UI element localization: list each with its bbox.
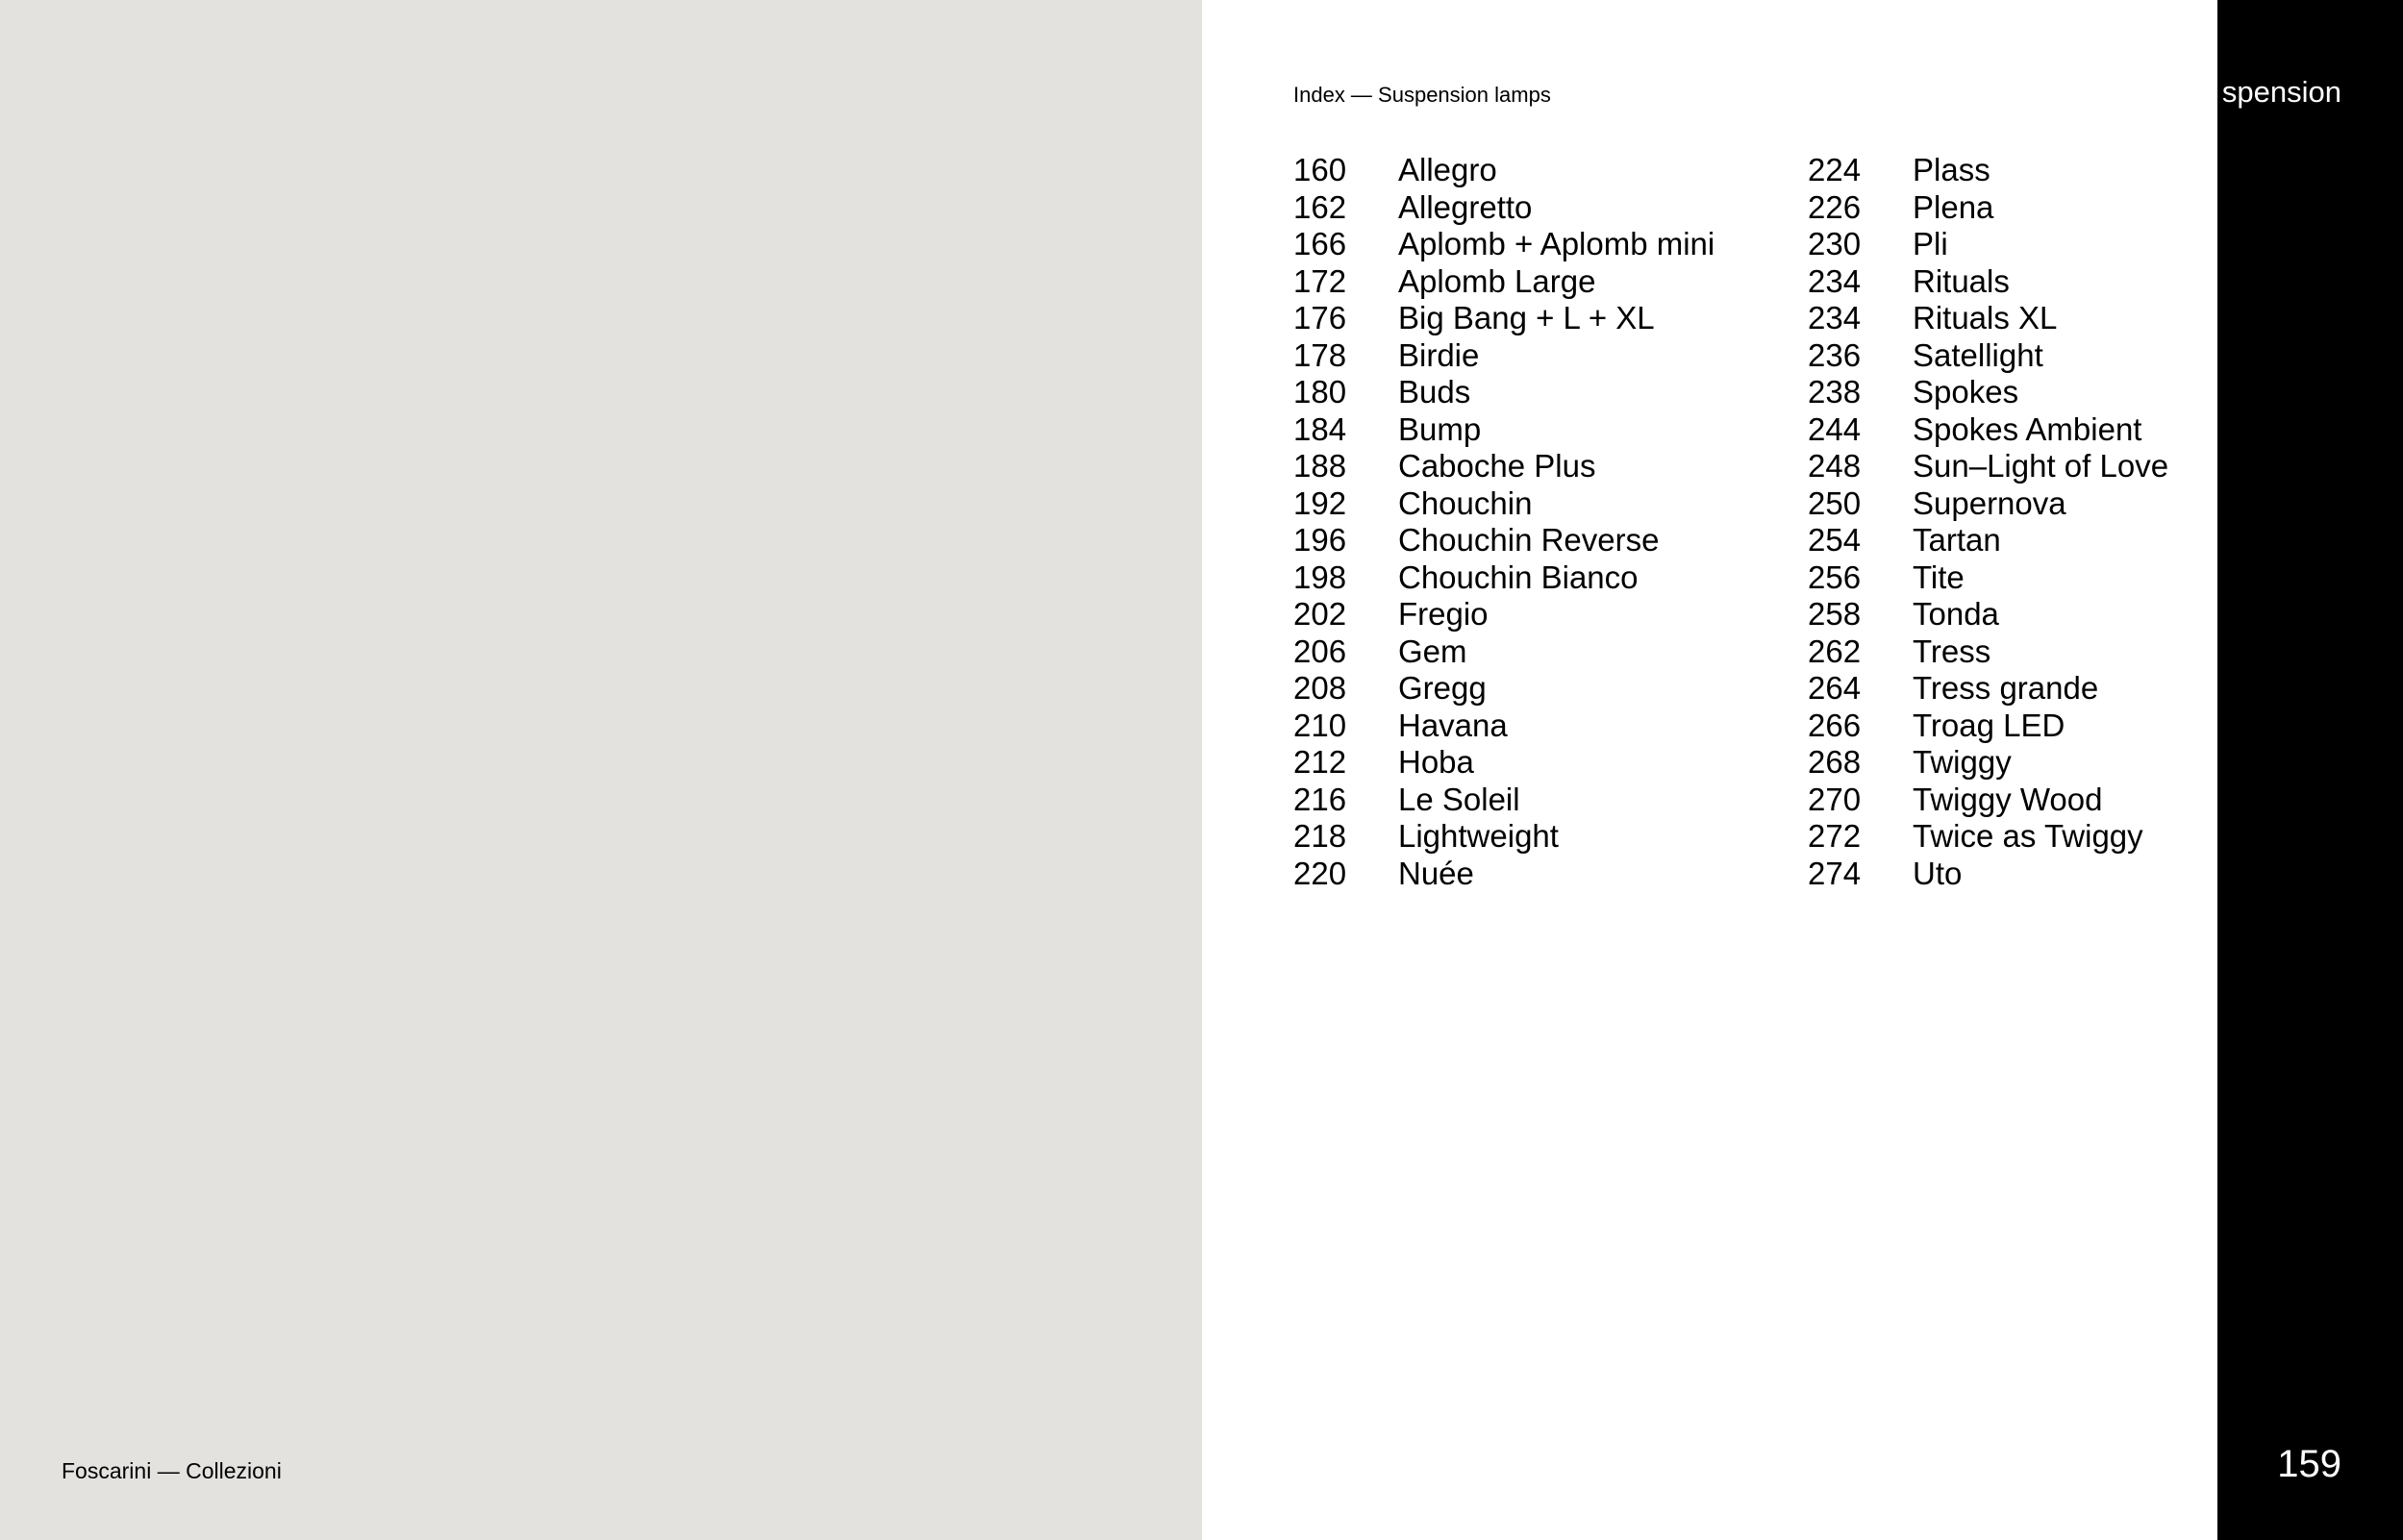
index-page-number: 176 xyxy=(1293,300,1347,335)
index-page-number: 236 xyxy=(1808,336,1862,373)
index-lamp-name: Plena xyxy=(1913,188,1994,225)
index-entry xyxy=(1293,522,1715,559)
section-tab: spension xyxy=(2221,75,2341,109)
index-lamp-name: Troag LED xyxy=(1913,707,2065,743)
index-lamp-name: Rituals XL xyxy=(1913,300,2058,335)
index-lamp-name: Birdie xyxy=(1398,336,1480,373)
index-entry xyxy=(1808,596,2168,633)
index-page-number: 258 xyxy=(1808,596,1862,632)
index-page-number: 272 xyxy=(1808,818,1862,854)
index-page-number: 192 xyxy=(1293,484,1347,521)
index-entry xyxy=(1808,411,2168,449)
index-entry xyxy=(1808,189,2168,227)
index-entry xyxy=(1293,670,1715,708)
index-entry xyxy=(1808,856,2168,893)
index-lamp-name: Tress xyxy=(1913,633,1991,669)
index-lamp-name: Allegro xyxy=(1398,152,1497,187)
index-page-number: 230 xyxy=(1808,226,1862,261)
index-entry xyxy=(1808,559,2168,597)
index-page-number: 248 xyxy=(1808,448,1862,484)
index-page-number: 234 xyxy=(1808,262,1862,299)
index-page-number: 268 xyxy=(1808,744,1862,780)
index-lamp-name: Caboche Plus xyxy=(1398,448,1596,484)
index-page-number: 180 xyxy=(1293,374,1347,410)
index-lamp-name: Spokes Ambient xyxy=(1913,410,2142,447)
index-lamp-name: Tite xyxy=(1913,559,1965,595)
index-page-number: 166 xyxy=(1293,226,1347,261)
index-lamp-name: Tonda xyxy=(1913,596,1999,632)
index-page-number: 218 xyxy=(1293,818,1347,854)
index-page-number: 160 xyxy=(1293,152,1347,187)
index-lamp-name: Aplomb + Aplomb mini xyxy=(1398,226,1715,261)
page-title: Index — Suspension lamps xyxy=(1293,83,1551,107)
index-page-number: 202 xyxy=(1293,596,1347,632)
index-page-number: 172 xyxy=(1293,262,1347,299)
index-entry xyxy=(1293,818,1715,856)
index-column-right xyxy=(1808,152,2168,892)
index-lamp-name: Plass xyxy=(1913,152,1990,187)
page-number: 159 xyxy=(2277,1443,2341,1485)
index-page-number: 184 xyxy=(1293,410,1347,447)
index-page-number: 196 xyxy=(1293,522,1347,558)
index-page-number: 210 xyxy=(1293,707,1347,743)
index-lamp-name: Chouchin Reverse xyxy=(1398,522,1660,558)
index-entry xyxy=(1808,337,2168,375)
index-page-number: 226 xyxy=(1808,188,1862,225)
index-lamp-name: Uto xyxy=(1913,855,1963,891)
index-page-number: 238 xyxy=(1808,374,1862,410)
index-entry xyxy=(1293,596,1715,633)
index-entry xyxy=(1293,226,1715,263)
index-lamp-name: Le Soleil xyxy=(1398,781,1520,817)
index-entry xyxy=(1293,485,1715,523)
index-lamp-name: Twice as Twiggy xyxy=(1913,818,2143,854)
index-entry xyxy=(1293,374,1715,411)
index-entry xyxy=(1808,744,2168,782)
index-entry xyxy=(1808,374,2168,411)
index-entry xyxy=(1293,448,1715,485)
index-page-number: 224 xyxy=(1808,152,1862,187)
index-page-number: 208 xyxy=(1293,670,1347,706)
index-lamp-name: Twiggy xyxy=(1913,744,2012,780)
index-entry xyxy=(1293,300,1715,337)
index-entry xyxy=(1293,411,1715,449)
index-lamp-name: Gem xyxy=(1398,633,1467,669)
index-entry xyxy=(1808,300,2168,337)
index-lamp-name: Aplomb Large xyxy=(1398,262,1596,299)
index-column-left xyxy=(1293,152,1715,892)
index-page-number: 250 xyxy=(1808,484,1862,521)
index-lamp-name: Havana xyxy=(1398,707,1508,743)
index-lamp-name: Buds xyxy=(1398,374,1471,410)
index-page-number: 266 xyxy=(1808,707,1862,743)
index-page-number: 220 xyxy=(1293,855,1347,891)
index-lamp-name: Sun–Light of Love xyxy=(1913,448,2169,484)
index-entry xyxy=(1293,782,1715,819)
index-entry xyxy=(1808,633,2168,671)
index-page-number: 216 xyxy=(1293,781,1347,817)
index-entry xyxy=(1808,782,2168,819)
index-entry xyxy=(1808,152,2168,189)
index-page-number: 244 xyxy=(1808,410,1862,447)
index-entry xyxy=(1293,152,1715,189)
index-page-number: 274 xyxy=(1808,855,1862,891)
index-lamp-name: Chouchin xyxy=(1398,484,1533,521)
index-lamp-name: Bump xyxy=(1398,410,1482,447)
index-entry xyxy=(1293,633,1715,671)
index-lamp-name: Twiggy Wood xyxy=(1913,781,2103,817)
footer-label: Foscarini — Collezioni xyxy=(62,1458,282,1483)
index-entry xyxy=(1293,337,1715,375)
index-lamp-name: Gregg xyxy=(1398,670,1487,706)
index-entry xyxy=(1808,485,2168,523)
index-entry xyxy=(1808,670,2168,708)
index-entry xyxy=(1808,448,2168,485)
index-page-number: 162 xyxy=(1293,188,1347,225)
index-lamp-name: Supernova xyxy=(1913,484,2066,521)
index-lamp-name: Chouchin Bianco xyxy=(1398,559,1639,595)
index-lamp-name: Hoba xyxy=(1398,744,1474,780)
index-lamp-name: Rituals xyxy=(1913,262,2010,299)
index-lamp-name: Satellight xyxy=(1913,336,2043,373)
index-lamp-name: Big Bang + L + XL xyxy=(1398,300,1655,335)
index-page-number: 254 xyxy=(1808,522,1862,558)
index-page-number: 256 xyxy=(1808,559,1862,595)
index-page-number: 206 xyxy=(1293,633,1347,669)
index-lamp-name: Pli xyxy=(1913,226,1948,261)
index-entry xyxy=(1808,708,2168,745)
index-entry xyxy=(1808,522,2168,559)
index-lamp-name: Spokes xyxy=(1913,374,2019,410)
index-page-number: 178 xyxy=(1293,336,1347,373)
index-lamp-name: Tress grande xyxy=(1913,670,2099,706)
index-entry xyxy=(1808,226,2168,263)
index-lamp-name: Tartan xyxy=(1913,522,2001,558)
index-entry xyxy=(1808,818,2168,856)
index-entry xyxy=(1293,744,1715,782)
index-lamp-name: Fregio xyxy=(1398,596,1489,632)
index-entry xyxy=(1293,263,1715,301)
index-page-number: 198 xyxy=(1293,559,1347,595)
index-page-number: 262 xyxy=(1808,633,1862,669)
index-page-number: 270 xyxy=(1808,781,1862,817)
index-entry xyxy=(1293,559,1715,597)
index-lamp-name: Nuée xyxy=(1398,855,1474,891)
index-entry xyxy=(1808,263,2168,301)
index-entry xyxy=(1293,856,1715,893)
index-page-number: 212 xyxy=(1293,744,1347,780)
index-entry xyxy=(1293,708,1715,745)
index-entry xyxy=(1293,189,1715,227)
index-lamp-name: Lightweight xyxy=(1398,818,1559,854)
index-lamp-name: Allegretto xyxy=(1398,188,1533,225)
index-page-number: 234 xyxy=(1808,300,1862,335)
right-page xyxy=(1202,0,2217,1540)
index-page-number: 188 xyxy=(1293,448,1347,484)
index-page-number: 264 xyxy=(1808,670,1862,706)
section-band xyxy=(2217,0,2403,1540)
